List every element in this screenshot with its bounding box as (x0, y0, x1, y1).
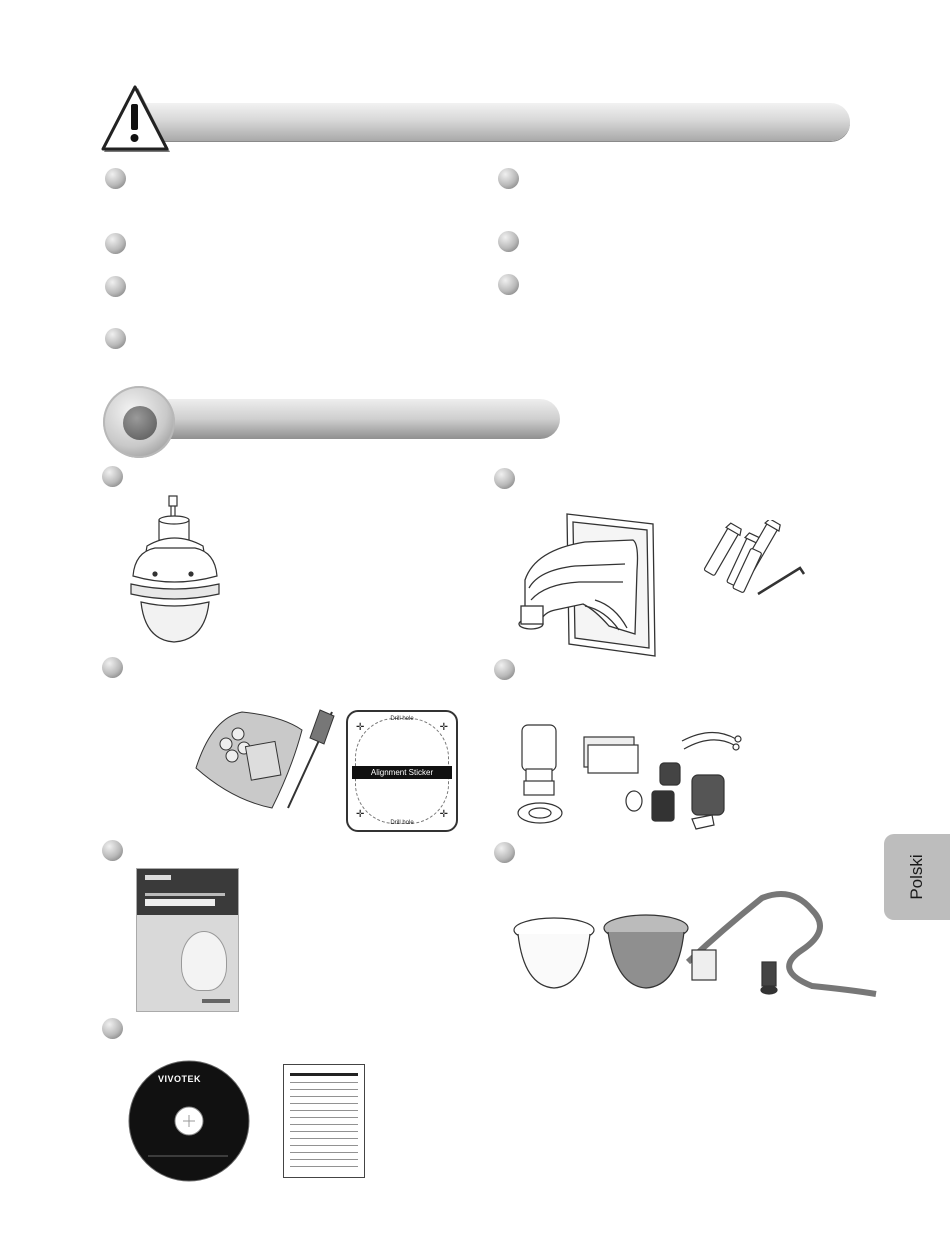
warranty-card-illustration (283, 1064, 365, 1178)
bullet-icon (102, 657, 123, 678)
bullet-icon (105, 168, 126, 189)
anchors-and-hex-key-illustration (698, 520, 808, 600)
bullet-icon (102, 1018, 123, 1039)
language-tab-label: Polski (907, 854, 926, 900)
dome-covers-and-cable-illustration (512, 890, 882, 1020)
bullet-icon (494, 842, 515, 863)
bullet-icon (494, 659, 515, 680)
package-contents-header-bar (150, 399, 560, 439)
warning-triangle-icon (100, 84, 172, 156)
bullet-icon (498, 231, 519, 252)
crosshair-icon: ✛ (356, 809, 365, 820)
crosshair-icon: ✛ (356, 722, 365, 733)
bullet-icon (102, 840, 123, 861)
bullet-icon (498, 274, 519, 295)
bullet-icon (105, 276, 126, 297)
bullet-icon (494, 468, 515, 489)
alignment-sticker-card (346, 710, 458, 832)
warning-header-bar (128, 103, 850, 141)
screw-bag-illustration (192, 708, 337, 813)
drill-hole-top-label: Drill hole (390, 716, 414, 722)
software-cd-illustration (128, 1060, 250, 1182)
bullet-icon (102, 466, 123, 487)
quick-installation-guide-booklet (136, 868, 239, 1012)
bullet-icon (105, 328, 126, 349)
camera-illustration (125, 490, 225, 650)
alignment-sticker-label: Alignment Sticker (352, 766, 452, 779)
cd-brand-label: VIVOTEK (158, 1074, 202, 1084)
crosshair-icon: ✛ (439, 722, 448, 733)
crosshair-icon: ✛ (439, 809, 448, 820)
section-circle-icon (103, 386, 175, 458)
bullet-icon (105, 233, 126, 254)
cable-glands-and-terminals-illustration (512, 715, 752, 835)
bullet-icon (498, 168, 519, 189)
language-tab[interactable] (884, 834, 950, 920)
drill-hole-bottom-label: Drill hole (390, 820, 414, 826)
wall-mount-bracket-illustration (515, 510, 660, 660)
